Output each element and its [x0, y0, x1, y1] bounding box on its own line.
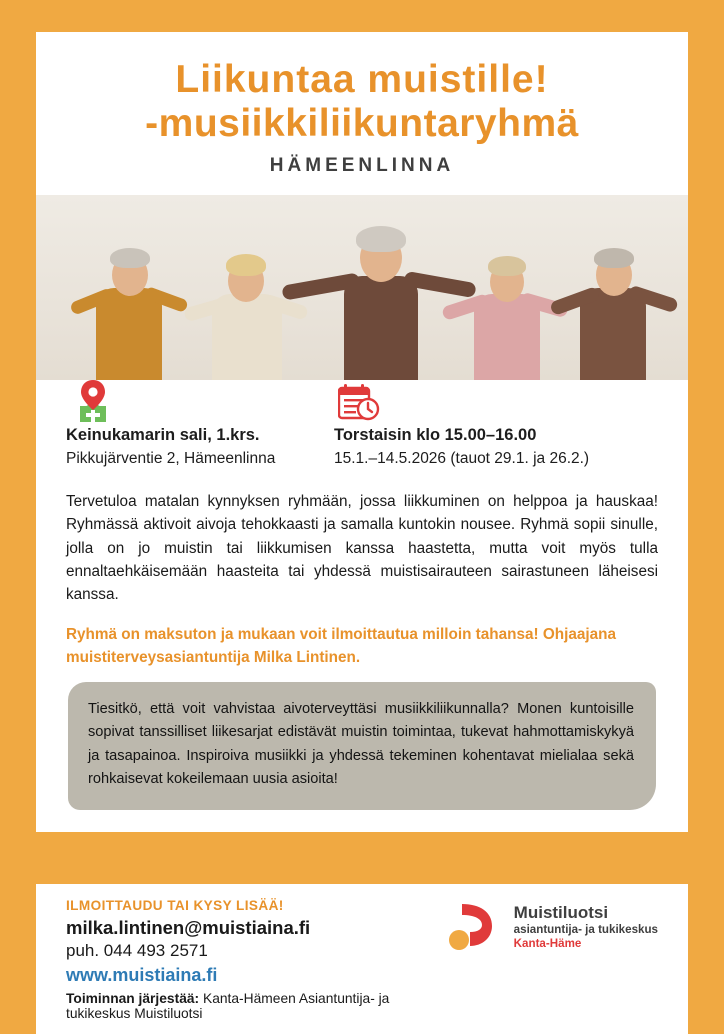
poster-inner-card: [36, 32, 688, 1022]
orange-divider: [36, 832, 688, 884]
poster-footer: [36, 884, 688, 1034]
highlight-text: Tiesitkö, että voit vahvistaa aivoterveyttäsi musiikkiliikunnalla? Monen kuntoisille sopivat tanssilliset liikesarjat edistävät muistin toimintaa, tukevat hahmottamiskykyä ja tasapainoa. Inspiroiva musiikki ja yhdessä tekeminen kohentavat mielialaa sekä rohkaisevat kokeilemaan uusia asioita!: [88, 700, 634, 788]
schedule-dates: 15.1.–14.5.2026 (tauot 29.1. ja 26.2.): [334, 449, 590, 467]
accent-paragraph: Ryhmä on maksuton ja mukaan voit ilmoittautua milloin tahansa! Ohjaajana muistiterveysasiantuntija Milka Lintinen.: [66, 625, 616, 667]
logo-tagline: asiantuntija- ja tukikeskus: [513, 922, 658, 936]
body-content: [36, 480, 688, 810]
icon-strip: [36, 380, 688, 424]
group-photo: [36, 195, 688, 380]
logo-mark-icon: [448, 902, 504, 954]
photo-person-4: [446, 238, 566, 380]
photo-person-1: [74, 230, 184, 380]
poster-header: [36, 32, 688, 181]
highlight-callout: [68, 682, 656, 811]
photo-person-5: [556, 230, 676, 380]
info-row: [36, 424, 688, 479]
intro-paragraph: Tervetuloa matalan kynnyksen ryhmään, jossa liikkuminen on helppoa ja hauskaa! Ryhmässä aktivoit aivoja tehokkaasti ja samalla kuntokin nousee. Ryhmä sopii sinulle, jolla on jo muistin tai liikkumisen kanssa haastetta, mutta voit myös tulla ennaltaehkäisemään haasteita tai yhdessä muistisairauteen sairastuneen läheisesi kanssa.: [66, 492, 658, 604]
footer-email[interactable]: milka.lintinen@muistiaina.fi: [66, 917, 311, 939]
page-subtitle-city: HÄMEENLINNA: [269, 155, 455, 177]
photo-person-3: [292, 208, 462, 380]
footer-phone: puh. 044 493 2571: [66, 941, 208, 961]
location-venue: Keinukamarin sali, 1.krs.: [66, 426, 260, 445]
location-block: [66, 424, 334, 469]
logo-text: [514, 904, 658, 952]
logo-name: Muistiluotsi: [513, 903, 609, 923]
photo-person-2: [186, 240, 306, 380]
schedule-block: [334, 424, 589, 469]
footer-website-link[interactable]: www.muistiaina.fi: [66, 965, 218, 986]
map-pin-icon: [74, 380, 112, 429]
page-title-line-2: -musiikkiliikuntaryhmä: [145, 101, 579, 145]
footer-contact-block: [66, 898, 456, 1021]
page-title-line-1: Liikuntaa muistille!: [175, 58, 549, 101]
footer-organizer-value: Kanta-Hämeen Asiantuntija- ja tukikeskus Muistiluotsi: [66, 991, 390, 1022]
footer-organizer-label: Toiminnan järjestää:: [66, 991, 200, 1007]
schedule-time: Torstaisin klo 15.00–16.00: [334, 426, 537, 445]
footer-organizer: [66, 991, 456, 1021]
location-address: Pikkujärventie 2, Hämeenlinna: [66, 449, 276, 467]
muistiluotsi-logo: [448, 902, 658, 954]
logo-region: Kanta-Häme: [513, 937, 582, 951]
calendar-clock-icon: [338, 384, 380, 427]
footer-cta: ILMOITTAUDU TAI KYSY LISÄÄ!: [66, 898, 284, 914]
